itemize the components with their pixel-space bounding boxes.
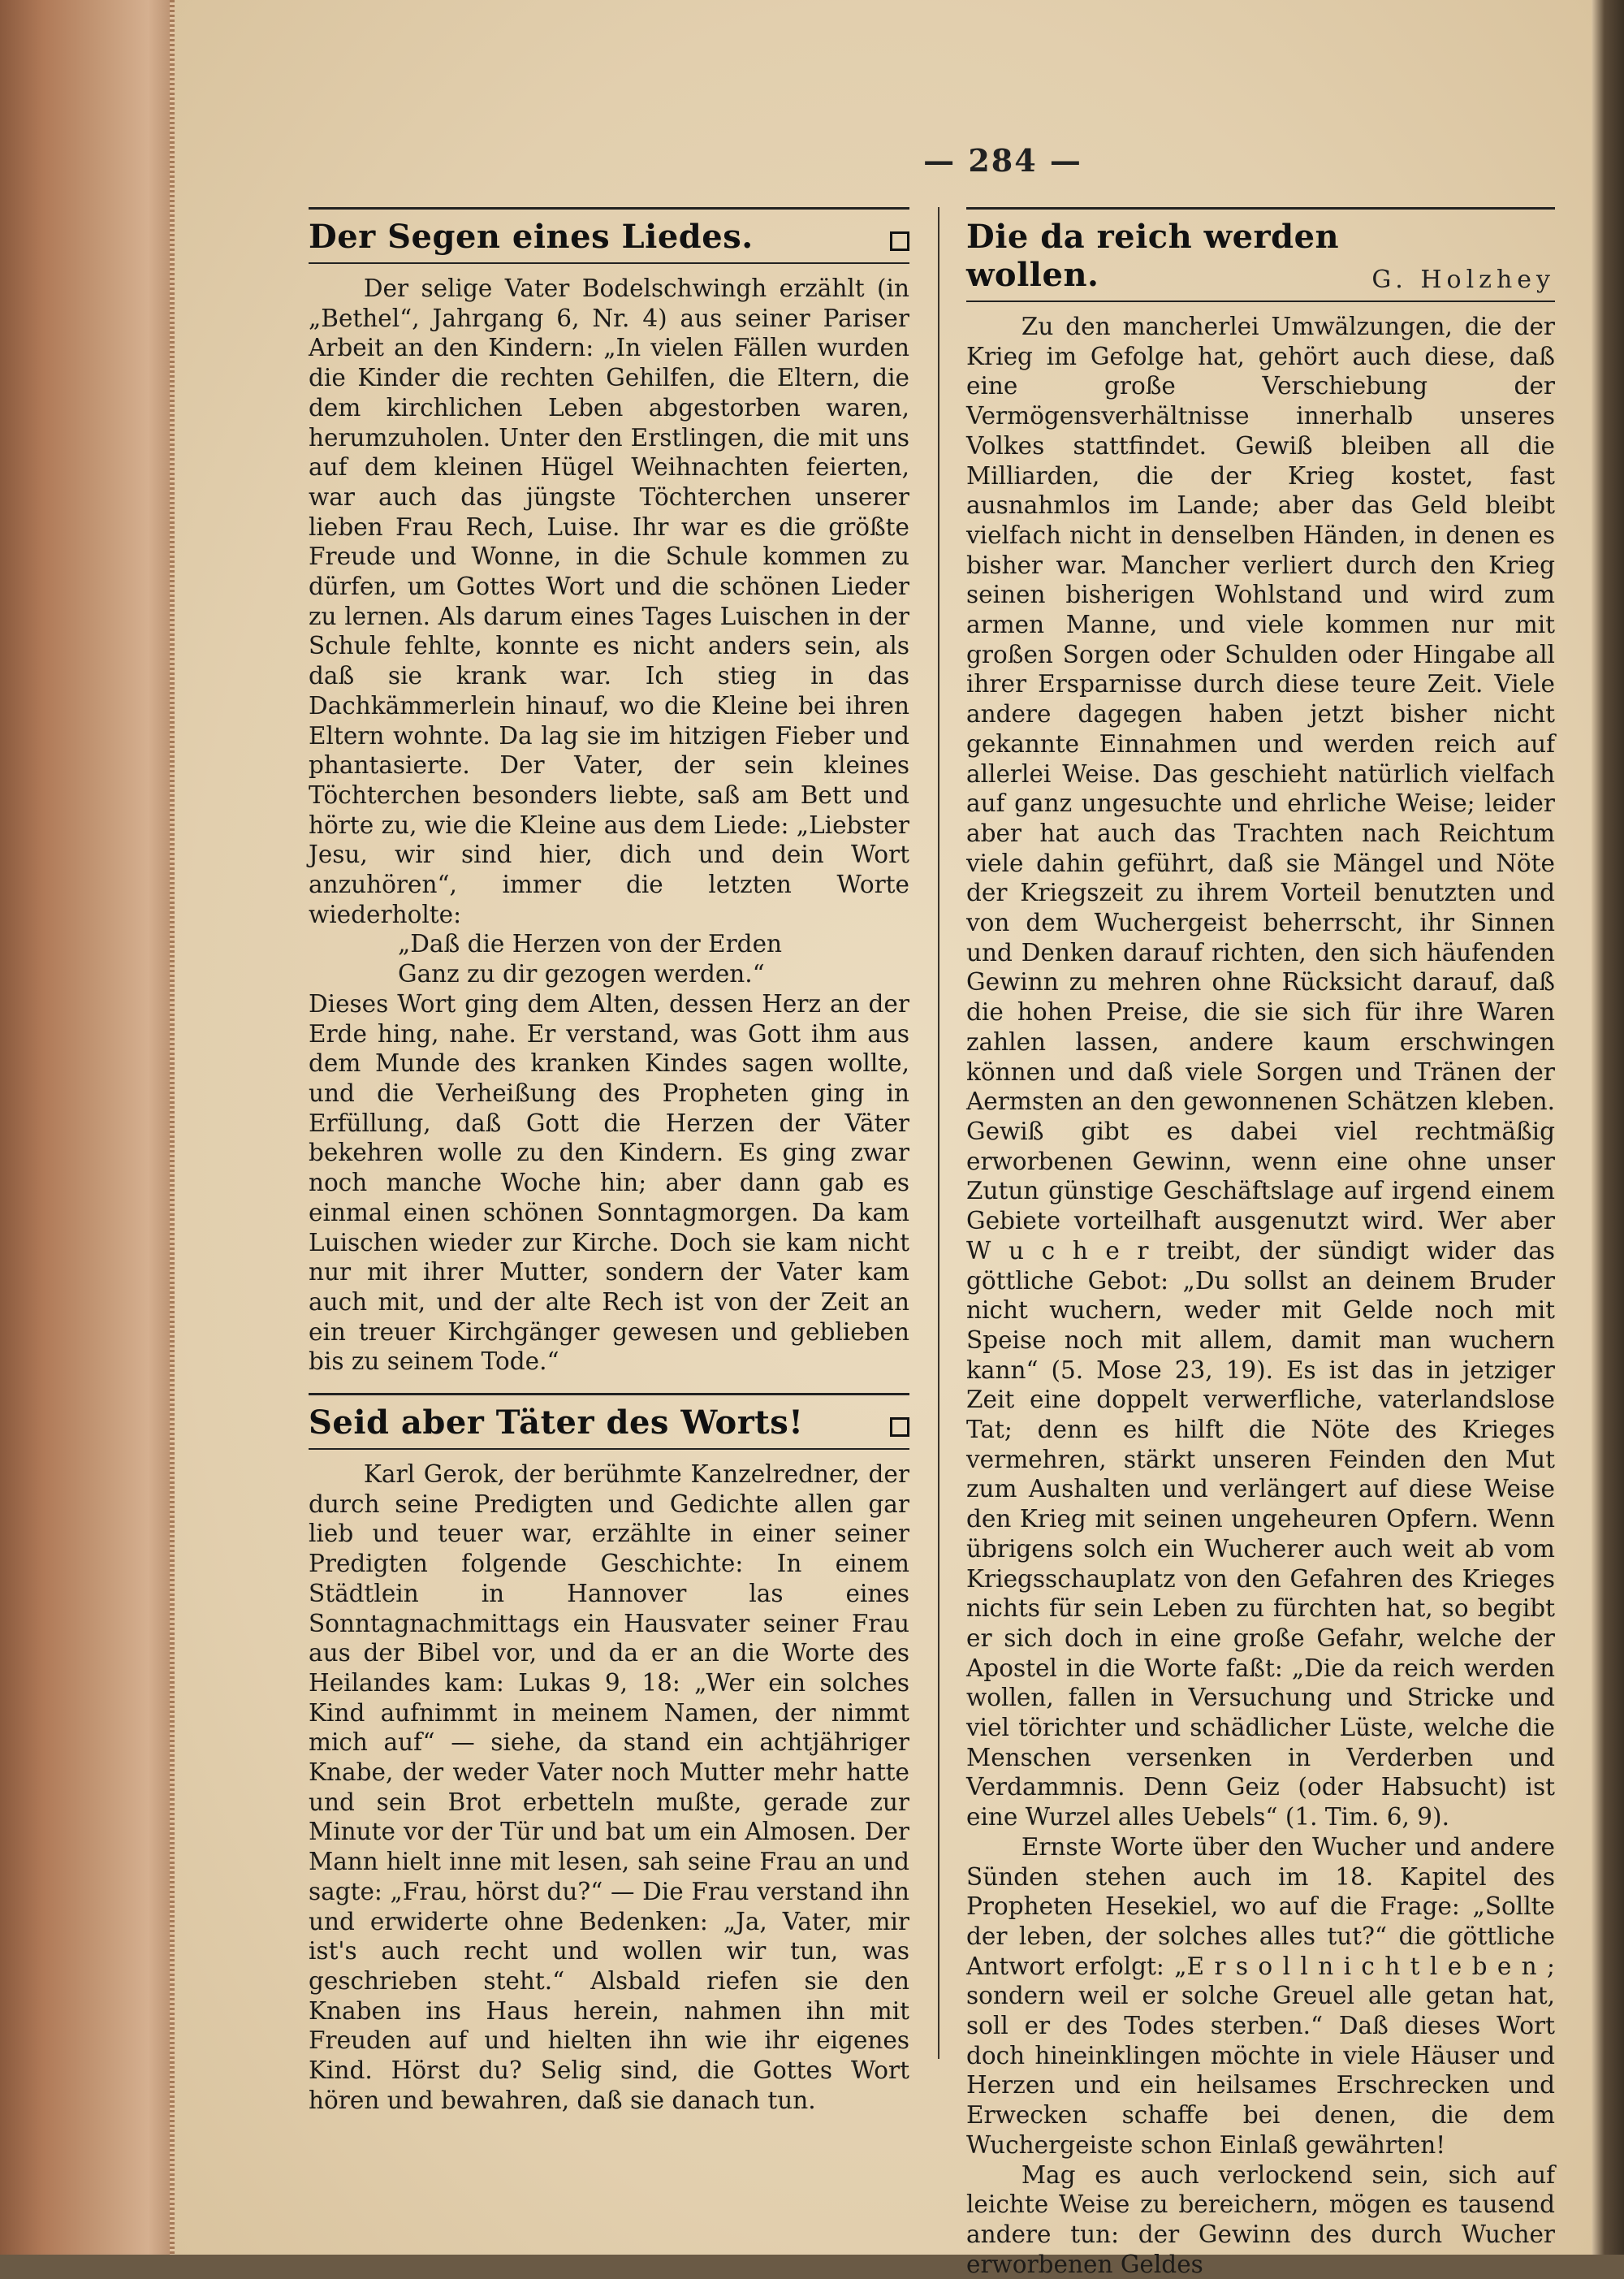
article-header [309,207,909,264]
article-byline: G. Holzhey [1371,266,1555,294]
paragraph: Karl Gerok, der berühmte Kanzelredner, der durch seine Predigten und Gedichte allen gar lieb und teuer war, erzählte in einer seiner Predigten folgende Geschichte: In einem Städtlein in Hannover las eines Sonntagnachmittags ein Hausvater seiner Frau aus der Bibel vor, und da er an die Worte des Heilandes kam: Lukas 9, 18: „Wer ein solches Kind aufnimmt in meinem Namen, der nimmt mich auf“ — siehe, da stand ein achtjähriger Knabe, der weder Vater noch Mutter mehr hatte und sein Brot erbetteln mußte, gerade zur Minute vor der Tür und bat um ein Almosen. Der Mann hielt inne mit lesen, sah seine Frau an und sagte: „Frau, hörst du?“ — Die Frau verstand ihn und erwiderte ohne Bedenken: „Ja, Vater, mir ist's auch recht und wollen wir tun, was geschrieben steht.“ Alsbald riefen sie den Knaben ins Haus herein, nahmen ihn mit Freuden auf und hielten ihn wie ihr eigenes Kind. Hörst du? Selig sind, die Gottes Wort hören und bewahren, daß sie danach tun. [309,1460,909,2114]
article-header [966,207,1555,302]
page-number: — 284 — [923,142,1082,179]
verse-line: Ganz zu dir gezogen werden.“ [398,960,765,988]
left-column [309,207,909,2115]
paragraph: Dieses Wort ging dem Alten, dessen Herz an der Erde hing, nahe. Er verstand, was Gott ihm aus dem Munde des kranken Kindes sagen wollte, und die Verheißung des Propheten ging in Erfüllung, daß Gott die Herzen der Väter bekehren wolle zu den Kindern. Es ging zwar noch manche Woche hin; aber dann gab es einmal einen schönen Sonntagmorgen. Da kam Luischen wieder zur Kirche. Doch sie kam nicht nur mit ihrer Mutter, sondern der Vater kam auch mit, und der alte Rech ist von der Zeit an ein treuer Kirchgänger gewesen und geblieben bis zu seinem Tode.“ [309,989,909,1376]
page-right-edge [1592,0,1624,2255]
paragraph: Mag es auch verlockend sein, sich auf leichte Weise zu bereichern, mögen es tausend andere tun: der Gewinn des durch Wucher erworbenen Geldes [966,2160,1555,2278]
square-ornament-icon [890,1417,909,1437]
article-body [309,1460,909,2115]
article-seid-aber-taeter [309,1393,909,2115]
article-body [309,274,909,1377]
column-divider [938,207,939,2059]
book-page [175,0,1592,2278]
paragraph: Der selige Vater Bodelschwingh erzählt (in „Bethel“, Jahrgang 6, Nr. 4) aus seiner Pariser Arbeit an den Kindern: „In vielen Fällen wurden die Kinder die rechten Gehilfen, die Eltern, die dem kirchlichen Leben abgestorben waren, herumzuholen. Unter den Erstlingen, die mit uns auf dem kleinen Hügel Weihnachten feierten, war auch das jüngste Töchterchen unserer lieben Frau Rech, Luise. Ihr war es die größte Freude und Wonne, in die Schule kommen zu dürfen, um Gottes Wort und die schönen Lieder zu lernen. Als darum eines Tages Luischen in der Schule fehlte, konnte es nicht anders sein, als daß sie krank war. Ich stieg in das Dachkämmerlein hinauf, wo die Kleine bei ihren Eltern wohnte. Da lag sie im hitzigen Fieber und phantasierte. Der Vater, der sein kleines Töchterchen besonders liebte, saß am Bett und hörte zu, wie die Kleine aus dem Liede: „Liebster Jesu, wir sind hier, dich und dein Wort anzuhören“, immer die letzten Worte wiederholte: [309,275,909,928]
article-headline: Seid aber Täter des Worts! [309,1403,804,1442]
article-body [966,312,1555,2279]
article-die-da-reich-werden-wollen [966,207,1555,2279]
article-headline: Der Segen eines Liedes. [309,218,754,256]
square-ornament-icon [890,231,909,251]
article-headline: Die da reich werden wollen. [966,218,1340,294]
book-binding-edge [0,0,175,2255]
verse-line: „Daß die Herzen von der Erden [398,930,783,958]
article-header [309,1393,909,1450]
article-segen-eines-liedes [309,207,909,1377]
right-column [966,207,1555,2279]
paragraph: Ernste Worte über den Wucher und andere Sünden stehen auch im 18. Kapitel des Propheten Hesekiel, wo auf die Frage: „Sollte der leben, der solches alles tut?“ die göttliche Antwort erfolgt: „E r s o l l n i c h t l e b e n ; sondern weil er solche Greuel alle getan hat, soll er des Todes sterben.“ Daß dieses Wort doch hineinklingen möchte in viele Häuser und Herzen und ein heilsames Erschrecken und Erwecken schaffe bei denen, die dem Wuchergeiste schon Einlaß gewährten! [966,1832,1555,2159]
paragraph: Zu den mancherlei Umwälzungen, die der Krieg im Gefolge hat, gehört auch diese, daß eine große Verschiebung der Vermögensverhältnisse innerhalb unseres Volkes stattfindet. Gewiß bleiben all die Milliarden, die der Krieg kostet, fast ausnahmlos im Lande; aber das Geld bleibt vielfach nicht in denselben Händen, in denen es bisher war. Mancher verliert durch den Krieg seinen bisherigen Wohlstand und wird zum armen Manne, und viele kommen nur mit großen Sorgen oder Schulden oder Hingabe all ihrer Ersparnisse durch diese teure Zeit. Viele andere dagegen haben jetzt bisher nicht gekannte Einnahmen und werden reich auf allerlei Weise. Das geschieht natürlich vielfach auf ganz ungesuchte und ehrliche Weise; leider aber hat auch das Trachten nach Reichtum viele dahin geführt, daß sie Mängel und Nöte der Kriegszeit zu ihrem Vorteil benutzten und von dem Wuchergeist beherrscht, ihr Sinnen und Denken darauf richten, den sich häufenden Gewinn zu mehren ohne Rücksicht darauf, daß die hohen Preise, die sie sich für ihre Waren zahlen lassen, andere kaum erschwingen können und daß viele Sorgen und Tränen der Aermsten an den gewonnenen Schätzen kleben. Gewiß gibt es dabei viel rechtmäßig erworbenen Gewinn, wenn eine ohne unser Zutun günstige Geschäftslage auf irgend einem Gebiete vorteilhaft ausgenutzt wird. Wer aber W u c h e r treibt, der sündigt wider das göttliche Gebot: „Du sollst an deinem Bruder nicht wuchern, weder mit Gelde noch mit Speise noch mit allem, damit man wuchern kann“ (5. Mose 23, 19). Es ist das in jetziger Zeit eine doppelt verwerfliche, vaterlandslose Tat; denn es hilft die Nöte des Krieges vermehren, stärkt unseren Feinden den Mut zum Aushalten und verlängert auf diese Weise den Krieg mit seinen ungeheuren Opfern. Wenn übrigens solch ein Wucherer auch weit ab vom Kriegsschauplatz von den Gefahren des Krieges nichts für sein Leben zu fürchten hat, so begibt er sich doch in eine große Gefahr, welche der Apostel in die Worte faßt: „Die da reich werden wollen, fallen in Versuchung und Stricke und viel törichter und schädlicher Lüste, welche die Menschen versenken in Verderben und Verdammnis. Denn Geiz (oder Habsucht) ist eine Wurzel alles Uebels“ (1. Tim. 6, 9). [966,313,1555,1831]
